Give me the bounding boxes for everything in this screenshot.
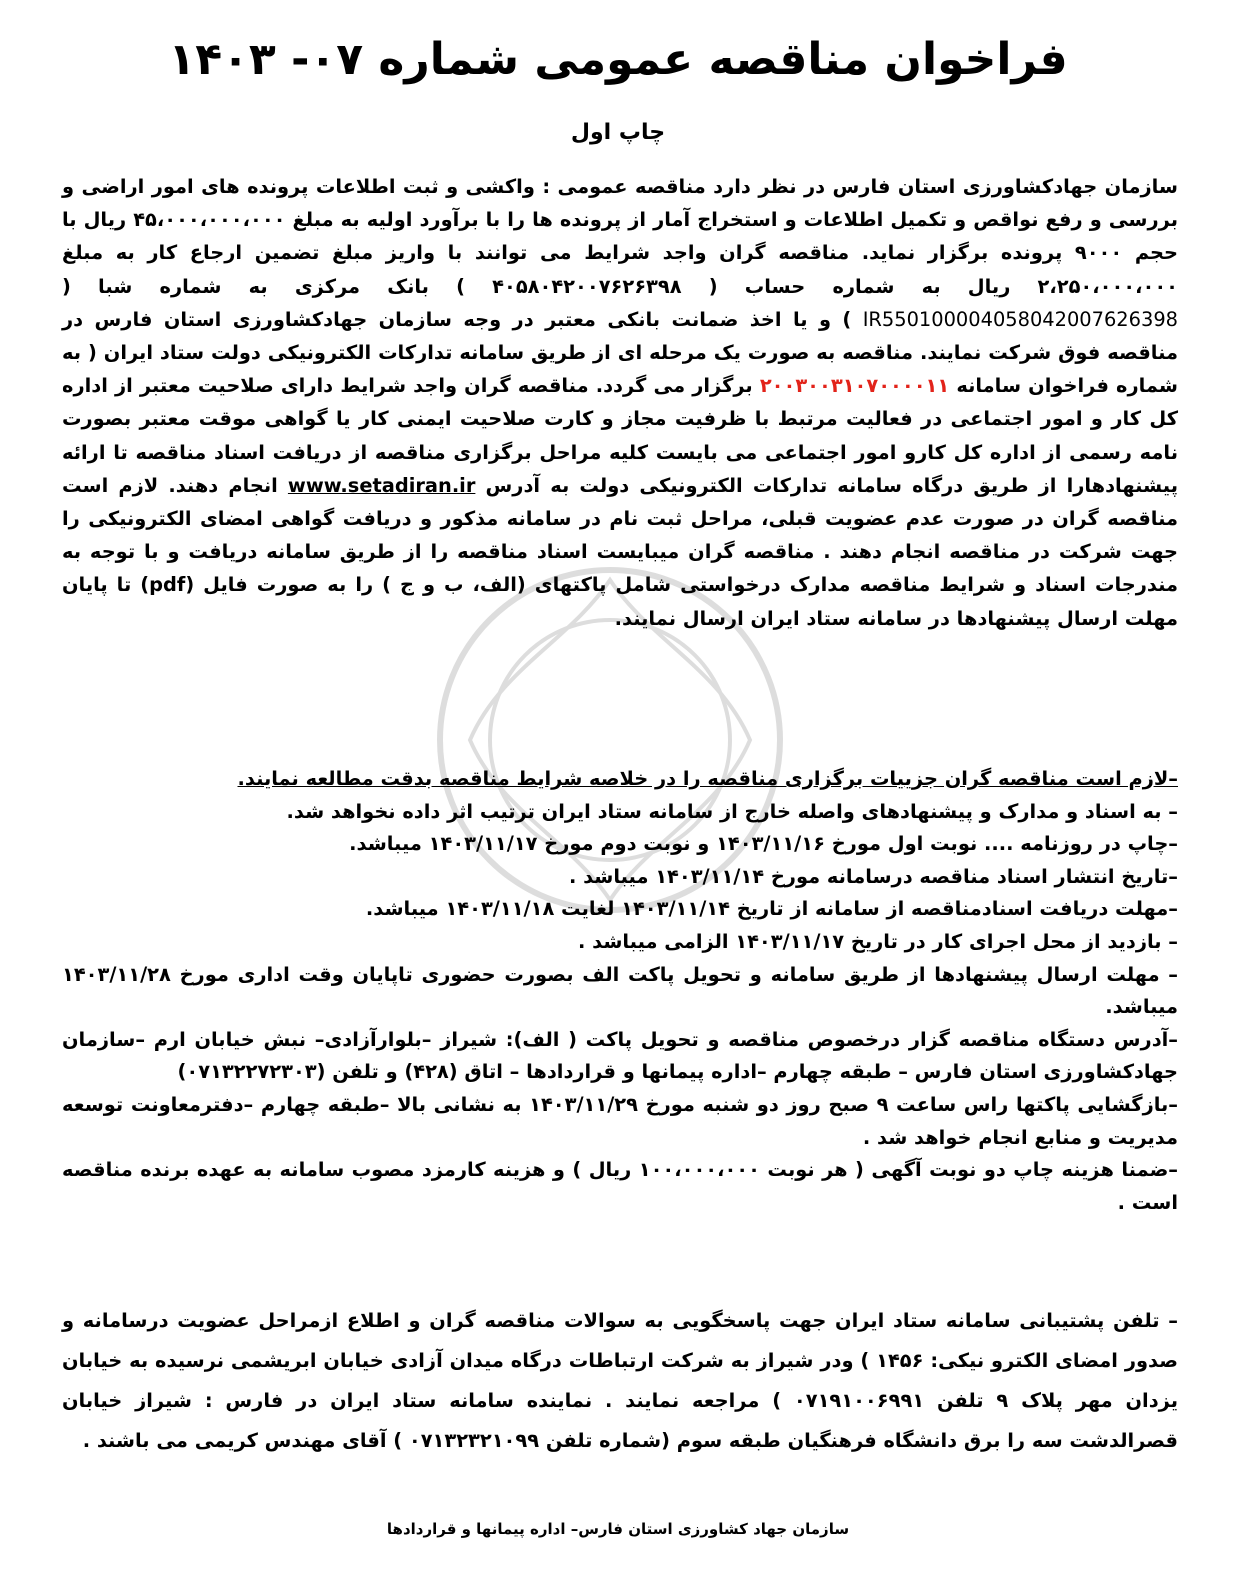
sheba-number: IR550100004058042007626398 [862, 307, 1178, 331]
clause-item: –چاپ در روزنامه .... نوبت اول مورخ ۱۴۰۳/۱۱/۱۶ و نوبت دوم مورخ ۱۴۰۳/۱۱/۱۷ میباشد. [349, 832, 1178, 856]
clause-item: –بازگشایی پاکتها راس ساعت ۹ صبح روز دو شنبه مورخ ۱۴۰۳/۱۱/۲۹ به نشانی بالا –طبقه چهارم –دفترمعاونت توسعه مدیریت و منابع انجام خواهد شد . [62, 1092, 1178, 1149]
intro-part-4: انجام دهند. لازم است مناقصه گران در صورت عدم عضویت قبلی، مراحل ثبت نام در سامانه مذکور و دریافت گواهی امضای الکترونیکی را جهت شرکت در مناقصه انجام دهند . مناقصه گران میبایست اسناد مناقصه را از طریق سامانه دریافت و با توجه به مندرجات اسناد و شرایط مناقصه مدارک درخواستی شامل پاکتهای (الف، ب و ج ) را به صورت فایل (pdf) تا پایان مهلت ارسال پیشنهادها در سامانه ستاد ایران ارسال نمایند. [62, 473, 1178, 630]
intro-part-3: برگزار می گردد. مناقصه گران واجد شرایط دارای صلاحیت معتبر از اداره کل کار و امور اجتماعی در فعالیت مرتبط با ظرفیت مجاز و کارت صلاحیت ایمنی کار یا گواهی موقت معتبر بصورت نامه رسمی از اداره کل کارو امور اجتماعی می بایست کلیه مراحل برگزاری مناقصه از دریافت اسناد مناقصه تا ارائه پیشنهادهارا از طریق درگاه سامانه تدارکات الکترونیکی دولت به آدرس [62, 374, 1178, 497]
clause-item: – به اسناد و مدارک و پیشنهادهای واصله خارج از سامانه ستاد ایران ترتیب اثر داده نخواهد شد. [286, 799, 1178, 823]
clause-item: – بازدید از محل اجرای کار در تاریخ ۱۴۰۳/۱۱/۱۷ الزامی میباشد . [578, 929, 1178, 953]
intro-part-1: سازمان جهادکشاورزی استان فارس در نظر دارد مناقصه عمومی : واکشی و ثبت اطلاعات پرونده های امور اراضی و بررسی و رفع نواقص و تکمیل اطلاعات و استخراج آمار از پرونده ها را با برآورد اولیه به مبلغ ۴۵،۰۰۰،۰۰۰،۰۰۰ ریال با حجم ۹۰۰۰ پرونده برگزار نماید. مناقصه گران واجد شرایط می توانند با واریز مبلغ تضمین ارجاع کار به مبلغ ۲،۲۵۰،۰۰۰،۰۰۰ ریال به شماره حساب ( ۴۰۵۸۰۴۲۰۰۷۶۲۶۳۹۸ ) بانک مرکزی به شماره شبا ( [62, 175, 1178, 298]
intro-paragraph [62, 170, 1178, 635]
tender-number: ۲۰۰۳۰۰۳۱۰۷۰۰۰۰۱۱ [759, 374, 950, 398]
clause-item: –ضمنا هزینه چاپ دو نوبت آگهی ( هر نوبت ۱۰۰،۰۰۰،۰۰۰ ریال ) و هزینه کارمزد مصوب سامانه به عهده برنده مناقصه است . [62, 1158, 1178, 1214]
clause-list [62, 763, 1178, 1219]
support-paragraph: – تلفن پشتیبانی سامانه ستاد ایران جهت پاسخگویی به سوالات مناقصه گران و اطلاع ازمراحل عضویت درسامانه و صدور امضای الکترو نیکی: ۱۴۵۶ ) ودر شیراز به شرکت ارتباطات درگاه میدان آزادی خیابان ابریشمی نرسیده به خیابان یزدان مهر پلاک ۹ تلفن ۰۷۱۹۱۰۰۶۹۹۱ ) مراجعه نمایند . نماینده سامانه ستاد ایران در فارس : شیراز خیابان قصرالدشت سه را برق دانشگاه فرهنگیان طبقه سوم (شماره تلفن ۰۷۱۳۲۳۲۱۰۹۹ ) آقای مهندس کریمی می باشند . [62, 1309, 1178, 1452]
clause-item: –تاریخ انتشار اسناد مناقصه درسامانه مورخ ۱۴۰۳/۱۱/۱۴ میباشد . [568, 864, 1178, 888]
clause-item: –مهلت دریافت اسنادمناقصه از سامانه از تاریخ ۱۴۰۳/۱۱/۱۴ لغایت ۱۴۰۳/۱۱/۱۸ میباشد. [365, 897, 1178, 921]
clause-item: –آدرس دستگاه مناقصه گزار درخصوص مناقصه و تحویل پاکت ( الف): شیراز –بلوارآزادی– نبش خیابان ارم –سازمان جهادکشاورزی استان فارس – طبقه چهارم –اداره پیمانها و قراردادها – اتاق (۴۲۸) و تلفن (۰۷۱۳۲۲۷۲۳۰۳) [62, 1027, 1178, 1084]
clause-item: – مهلت ارسال پیشنهادها از طریق سامانه و تحویل پاکت الف بصورت حضوری تاپایان وقت اداری مورخ ۱۴۰۳/۱۱/۲۸ میباشد. [62, 962, 1178, 1019]
intro-part-2: ) و یا اخذ ضمانت بانکی معتبر در وجه سازمان جهادکشاورزی استان فارس در مناقصه فوق شرکت نمایند. مناقصه به صورت یک مرحله ای از طریق سامانه تدارکات الکترونیکی دولت ستاد ایران ( به شماره فراخوان سامانه [62, 307, 1178, 398]
clause-item: –لازم است مناقصه گران جزییات برگزاری مناقصه را در خلاصه شرایط مناقصه بدقت مطالعه نمایند. [237, 767, 1178, 790]
website-link[interactable]: www.setadiran.ir [287, 473, 476, 497]
page-title: فراخوان مناقصه عمومی شماره ۰۷- ۱۴۰۳ [168, 34, 1068, 85]
footer-organization: سازمان جهاد کشاورزی استان فارس– اداره پیمانها و قراردادها [386, 1520, 850, 1538]
edition-label: چاپ اول [570, 120, 666, 145]
